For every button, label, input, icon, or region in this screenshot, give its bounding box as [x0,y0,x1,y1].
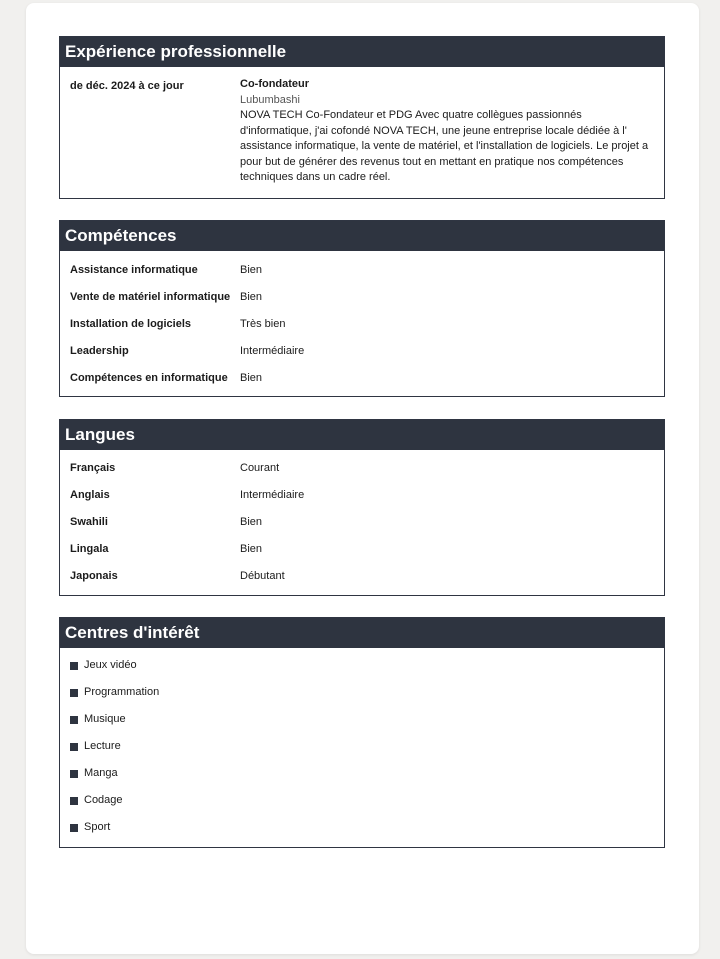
language-name: Lingala [70,543,109,555]
interest-label: Jeux vidéo [84,659,137,671]
square-bullet-icon [70,797,78,805]
languages-heading: Langues [60,420,664,450]
language-row [70,563,654,590]
experience-section [59,36,665,199]
interest-label: Codage [84,794,123,806]
interests-section [59,617,665,848]
interests-body [60,648,664,841]
skill-level: Très bien [240,318,286,330]
interest-item [70,787,654,814]
language-level: Bien [240,543,263,555]
language-name: Français [70,462,116,474]
square-bullet-icon [70,689,78,697]
interest-label: Lecture [84,740,121,752]
skill-row [70,338,654,365]
square-bullet-icon [70,824,78,832]
interest-label: Musique [84,713,126,725]
skill-level: Bien [240,264,263,276]
skill-row [70,311,654,338]
skill-name: Installation de logiciels [70,318,192,330]
language-level: Bien [240,516,263,528]
square-bullet-icon [70,662,78,670]
experience-details [240,77,654,186]
language-name: Japonais [70,570,118,582]
interest-item [70,760,654,787]
language-level: Courant [240,462,280,474]
language-name: Swahili [70,516,108,528]
experience-location: Lubumbashi [240,93,300,106]
language-row [70,536,654,563]
square-bullet-icon [70,743,78,751]
skill-level: Bien [240,291,263,303]
interest-label: Manga [84,767,118,779]
skill-name: Assistance informatique [70,264,198,276]
interest-label: Sport [84,821,111,833]
interest-label: Programmation [84,686,160,698]
resume-page [26,3,699,954]
language-level: Intermédiaire [240,489,305,501]
skill-row [70,284,654,311]
interest-item [70,814,654,841]
skills-heading: Compétences [60,221,664,251]
skill-level: Bien [240,372,263,384]
experience-item [70,77,654,186]
skill-level: Intermédiaire [240,345,305,357]
experience-period: de déc. 2024 à ce jour [70,80,184,92]
experience-body [60,67,664,186]
skills-body [60,251,664,392]
experience-role: Co-fondateur [240,78,310,90]
skill-row [70,365,654,392]
interest-item [70,679,654,706]
interest-item [70,706,654,733]
interest-item [70,652,654,679]
language-level: Débutant [240,570,285,582]
skill-name: Compétences en informatique [70,372,228,384]
experience-description: NOVA TECH Co-Fondateur et PDG Avec quatre collègues passionnés d'informatique, j'ai cofondé NOVA TECH, une jeune entreprise locale dédiée à l' assistance informatique, la vente de matériel, et l'installation de logiciels. Le projet a pour but de générer des revenus tout en mettant en pratique nos compétences techniques dans un cadre réel. [240,109,649,183]
language-row [70,482,654,509]
languages-body [60,450,664,590]
square-bullet-icon [70,716,78,724]
skill-name: Vente de matériel informatique [70,291,231,303]
interests-heading: Centres d'intérêt [60,618,664,648]
language-row [70,509,654,536]
interest-item [70,733,654,760]
square-bullet-icon [70,770,78,778]
skill-row [70,257,654,284]
skills-section [59,220,665,397]
skill-name: Leadership [70,345,129,357]
language-name: Anglais [70,489,110,501]
experience-heading: Expérience professionnelle [60,37,664,67]
language-row [70,455,654,482]
languages-section [59,419,665,596]
